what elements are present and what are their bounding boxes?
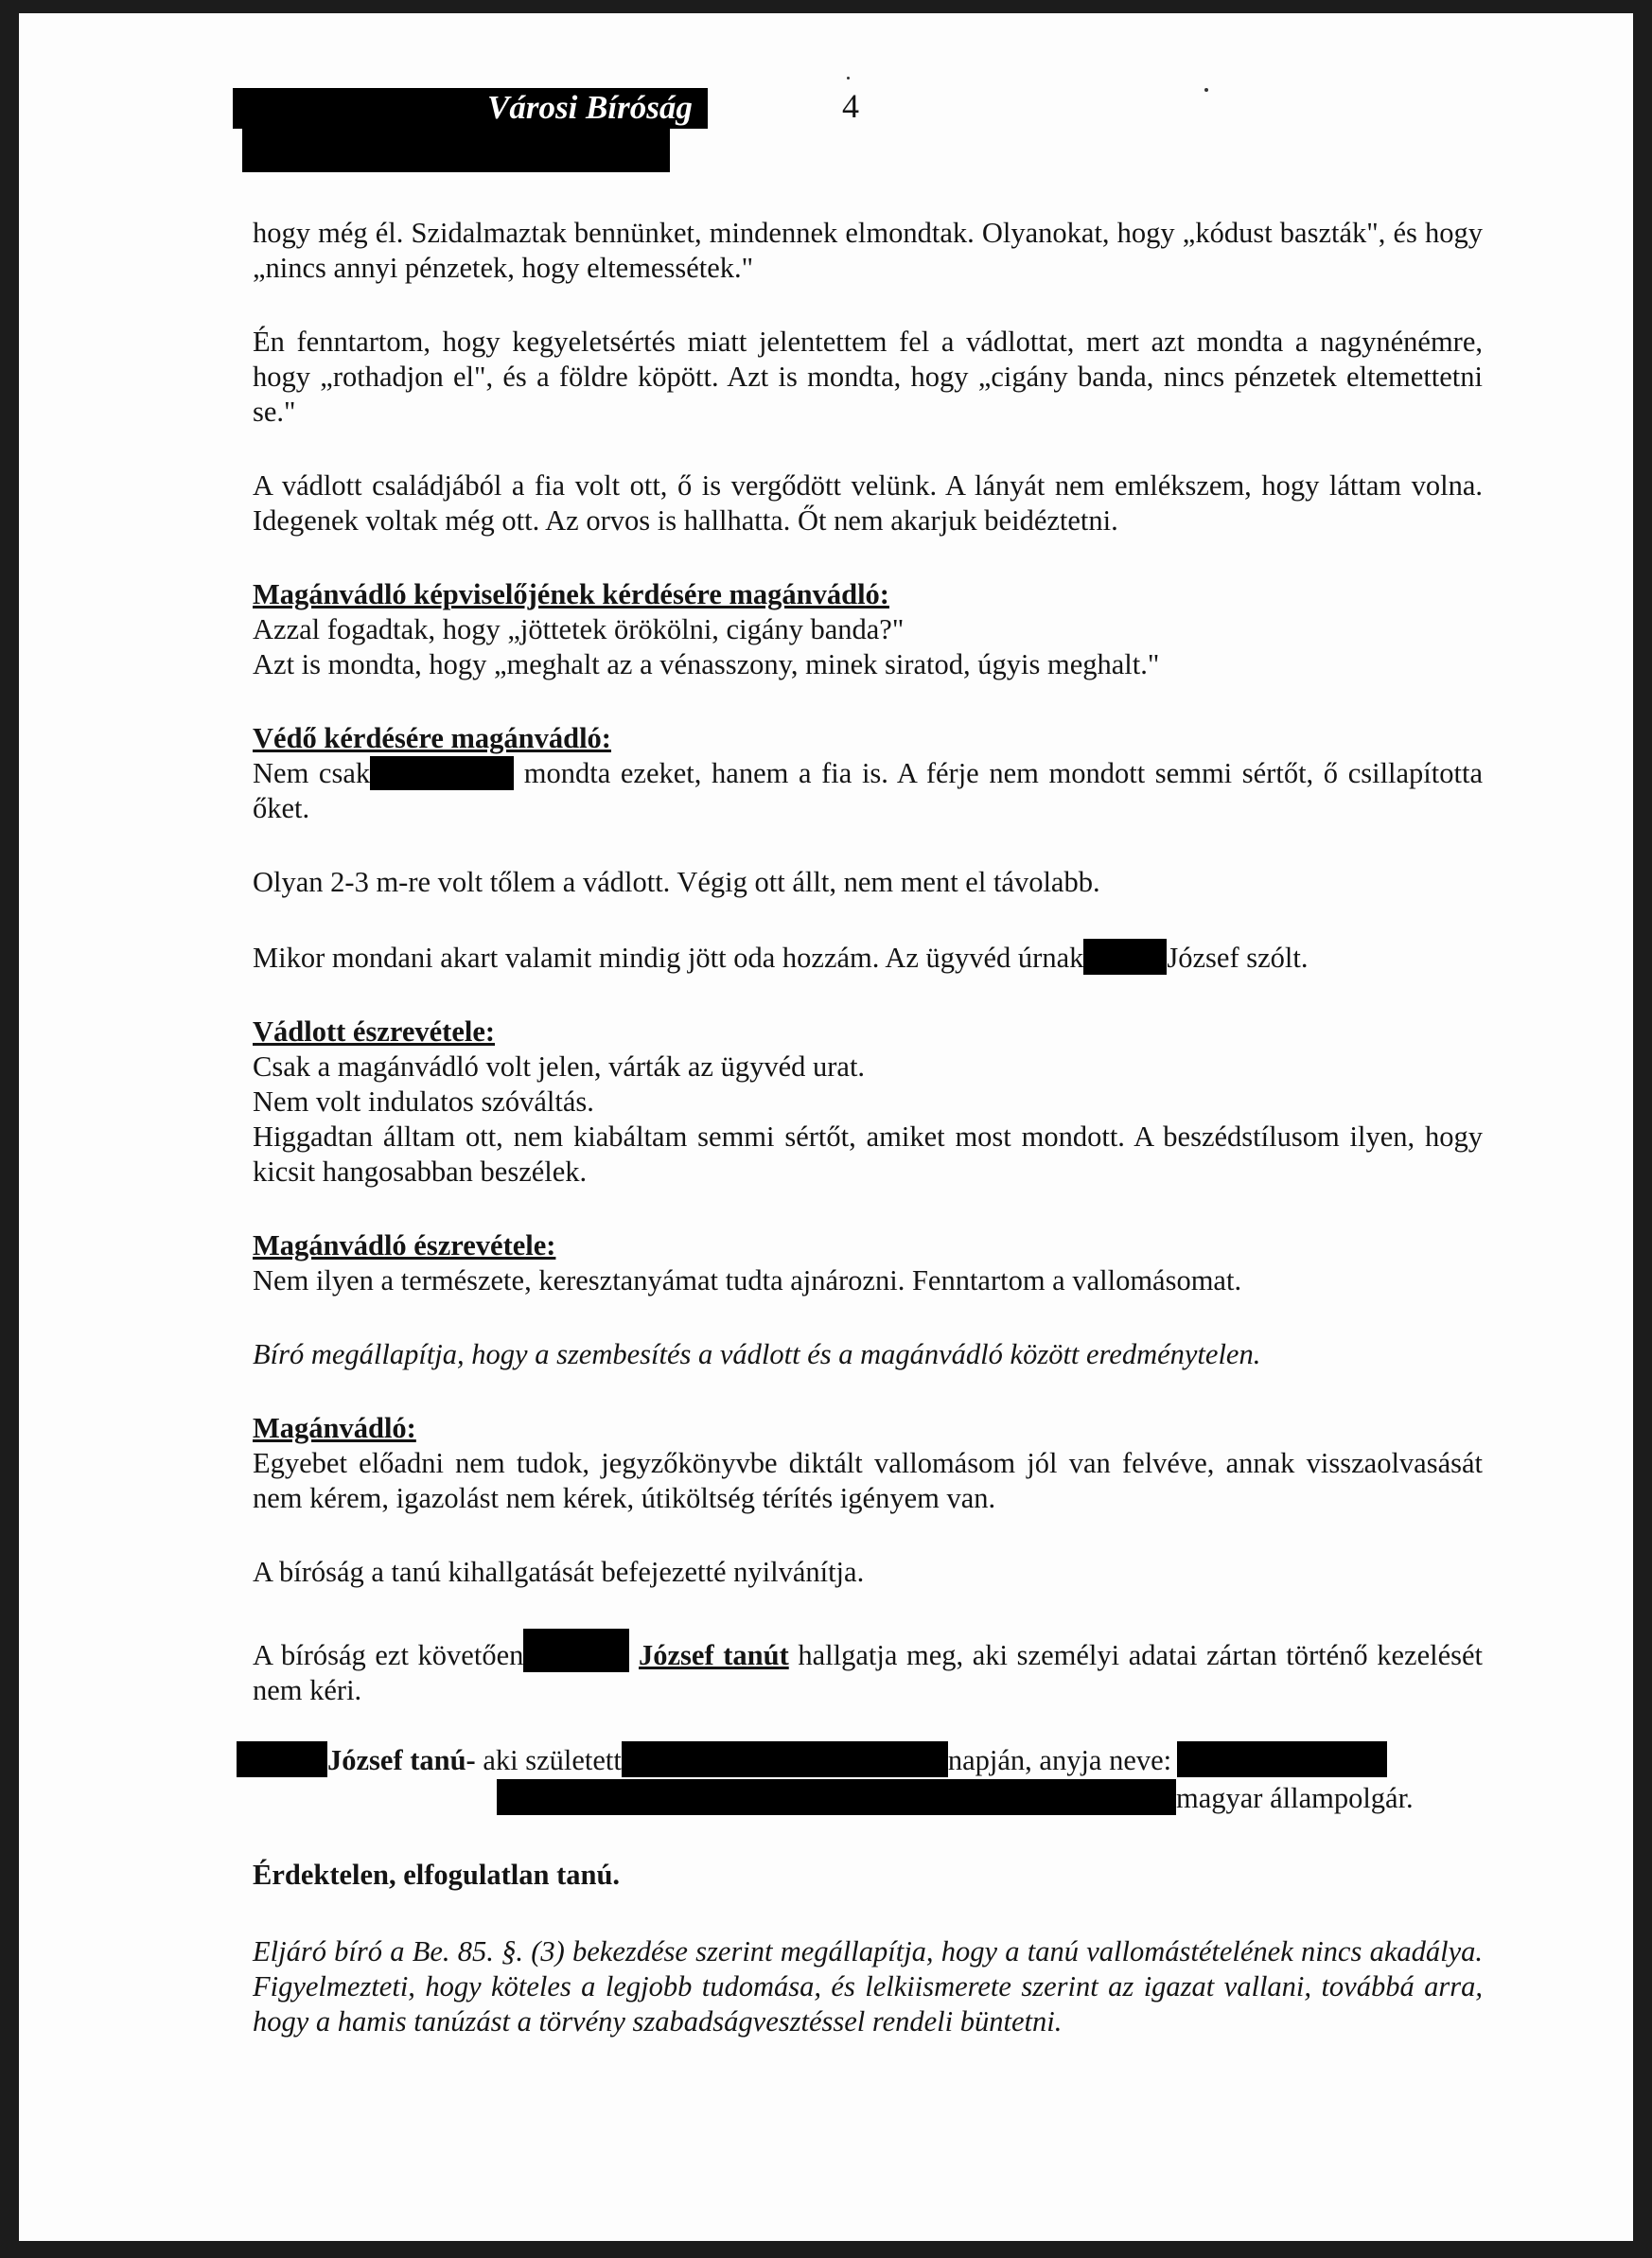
text-fragment: Mikor mondani akart valamit mindig jött oda hozzám. Az ügyvéd úrnak <box>253 942 1084 974</box>
text-fragment-bold: József tanút <box>639 1639 789 1671</box>
text-fragment: magyar állampolgár. <box>1176 1782 1414 1814</box>
paragraph: Én fenntartom, hogy kegyeletsértés miatt jelentettem fel a vádlottat, mert azt mondta a nagynénémre, hogy „rothadjon el", és a földre köpött. Azt is mondta, hogy „cigány banda, nincs pénzetek eltemettetni se." <box>253 326 1483 428</box>
document-page <box>19 13 1633 2241</box>
paragraph <box>253 756 1483 826</box>
text-fragment: József szólt. <box>1167 942 1309 974</box>
text-fragment: mondta ezeket, hanem a fia is. A férje nem mondott semmi sértőt, ő csillapította őket. <box>253 757 1483 824</box>
paragraph: A bíróság a tanú kihallgatását befejezetté nyilvánítja. <box>253 1556 865 1588</box>
witness-status: Érdektelen, elfogulatlan tanú. <box>253 1859 621 1891</box>
paragraph: Higgadtan álltam ott, nem kiabáltam semmi sértőt, amiket most mondott. A beszédstílusom ilyen, hogy kicsit hangosabban beszélek. <box>253 1120 1483 1188</box>
redaction-bar <box>523 1629 629 1672</box>
paragraph <box>253 1629 1483 1708</box>
section-heading: Védő kérdésére magánvádló: <box>253 722 611 754</box>
redaction-bar <box>622 1741 948 1777</box>
paragraph: A vádlott családjából a fia volt ott, ő is vergődött velünk. A lányát nem emlékszem, hogy láttam volna. Idegenek voltak még ott. Az orvos is hallhatta. Őt nem akarjuk beidéztetni. <box>253 469 1483 537</box>
italic-paragraph: Eljáró bíró a Be. 85. §. (3) bekezdése szerint megállapítja, hogy a tanú vallomástételének nincs akadálya. Figyelmezteti, hogy köteles a legjobb tudomása, és lelkiismerete szerint az igazat vallani, továbbá arra, hogy a hamis tanúzást a törvény szabadságvesztéssel rendeli büntetni. <box>253 1935 1483 2037</box>
redaction-bar <box>1083 939 1167 975</box>
witness-block <box>237 1741 1495 1816</box>
header-redaction-bottom <box>242 129 670 172</box>
paragraph <box>253 939 1483 976</box>
text-fragment: aki született <box>483 1744 622 1776</box>
paragraph: hogy még él. Szidalmaztak bennünket, mindennek elmondtak. Olyanokat, hogy „kódust baszták", és hogy „nincs annyi pénzetek, hogy eltemessétek." <box>253 217 1483 284</box>
witness-name: József tanú- <box>327 1744 476 1776</box>
paragraph: Olyan 2-3 m-re volt tőlem a vádlott. Végig ott állt, nem ment el távolabb. <box>253 866 1100 898</box>
paragraph: Egyebet előadni nem tudok, jegyzőkönyvbe diktált vallomásom jól van felvéve, annak visszaolvasását nem kérem, igazolást nem kérek, útiköltség térítés igényem van. <box>253 1447 1483 1514</box>
text-line: Nem ilyen a természete, keresztanyámat tudta ajnározni. Fenntartom a vallomásomat. <box>253 1264 1242 1297</box>
text-fragment: hallgatja meg, aki személyi adatai zártan történő kezelését nem kéri. <box>253 1639 1484 1706</box>
redaction-bar <box>497 1779 1176 1815</box>
italic-paragraph: Bíró megállapítja, hogy a szembesítés a vádlott és a magánvádló között eredménytelen. <box>253 1338 1261 1370</box>
court-name: Városi Bíróság <box>487 89 693 126</box>
text-line: Nem volt indulatos szóváltás. <box>253 1085 594 1118</box>
scan-speck <box>1204 88 1208 92</box>
text-fragment: Nem csak <box>253 757 371 789</box>
page-number: 4 <box>842 87 859 125</box>
redaction-bar <box>1177 1741 1387 1777</box>
text-line: Csak a magánvádló volt jelen, várták az ügyvéd urat. <box>253 1050 866 1083</box>
text-line: Azt is mondta, hogy „meghalt az a vénasszony, minek siratod, úgyis meghalt." <box>253 648 1160 680</box>
section-heading: Magánvádló észrevétele: <box>253 1229 556 1261</box>
section-heading: Magánvádló: <box>253 1412 416 1444</box>
text-line: Azzal fogadtak, hogy „jöttetek örökölni, cigány banda?" <box>253 613 905 645</box>
scan-speck <box>847 77 850 79</box>
header-redaction-top <box>233 88 488 129</box>
redaction-bar <box>370 756 514 790</box>
section-heading: Magánvádló képviselőjének kérdésére magánvádló: <box>253 578 889 610</box>
text-fragment: A bíróság ezt követően <box>253 1639 524 1671</box>
document-body <box>253 216 1483 1747</box>
redaction-bar <box>237 1741 327 1777</box>
text-fragment: napján, anyja neve: <box>947 1744 1172 1776</box>
section-heading: Vádlott észrevétele: <box>253 1015 496 1048</box>
